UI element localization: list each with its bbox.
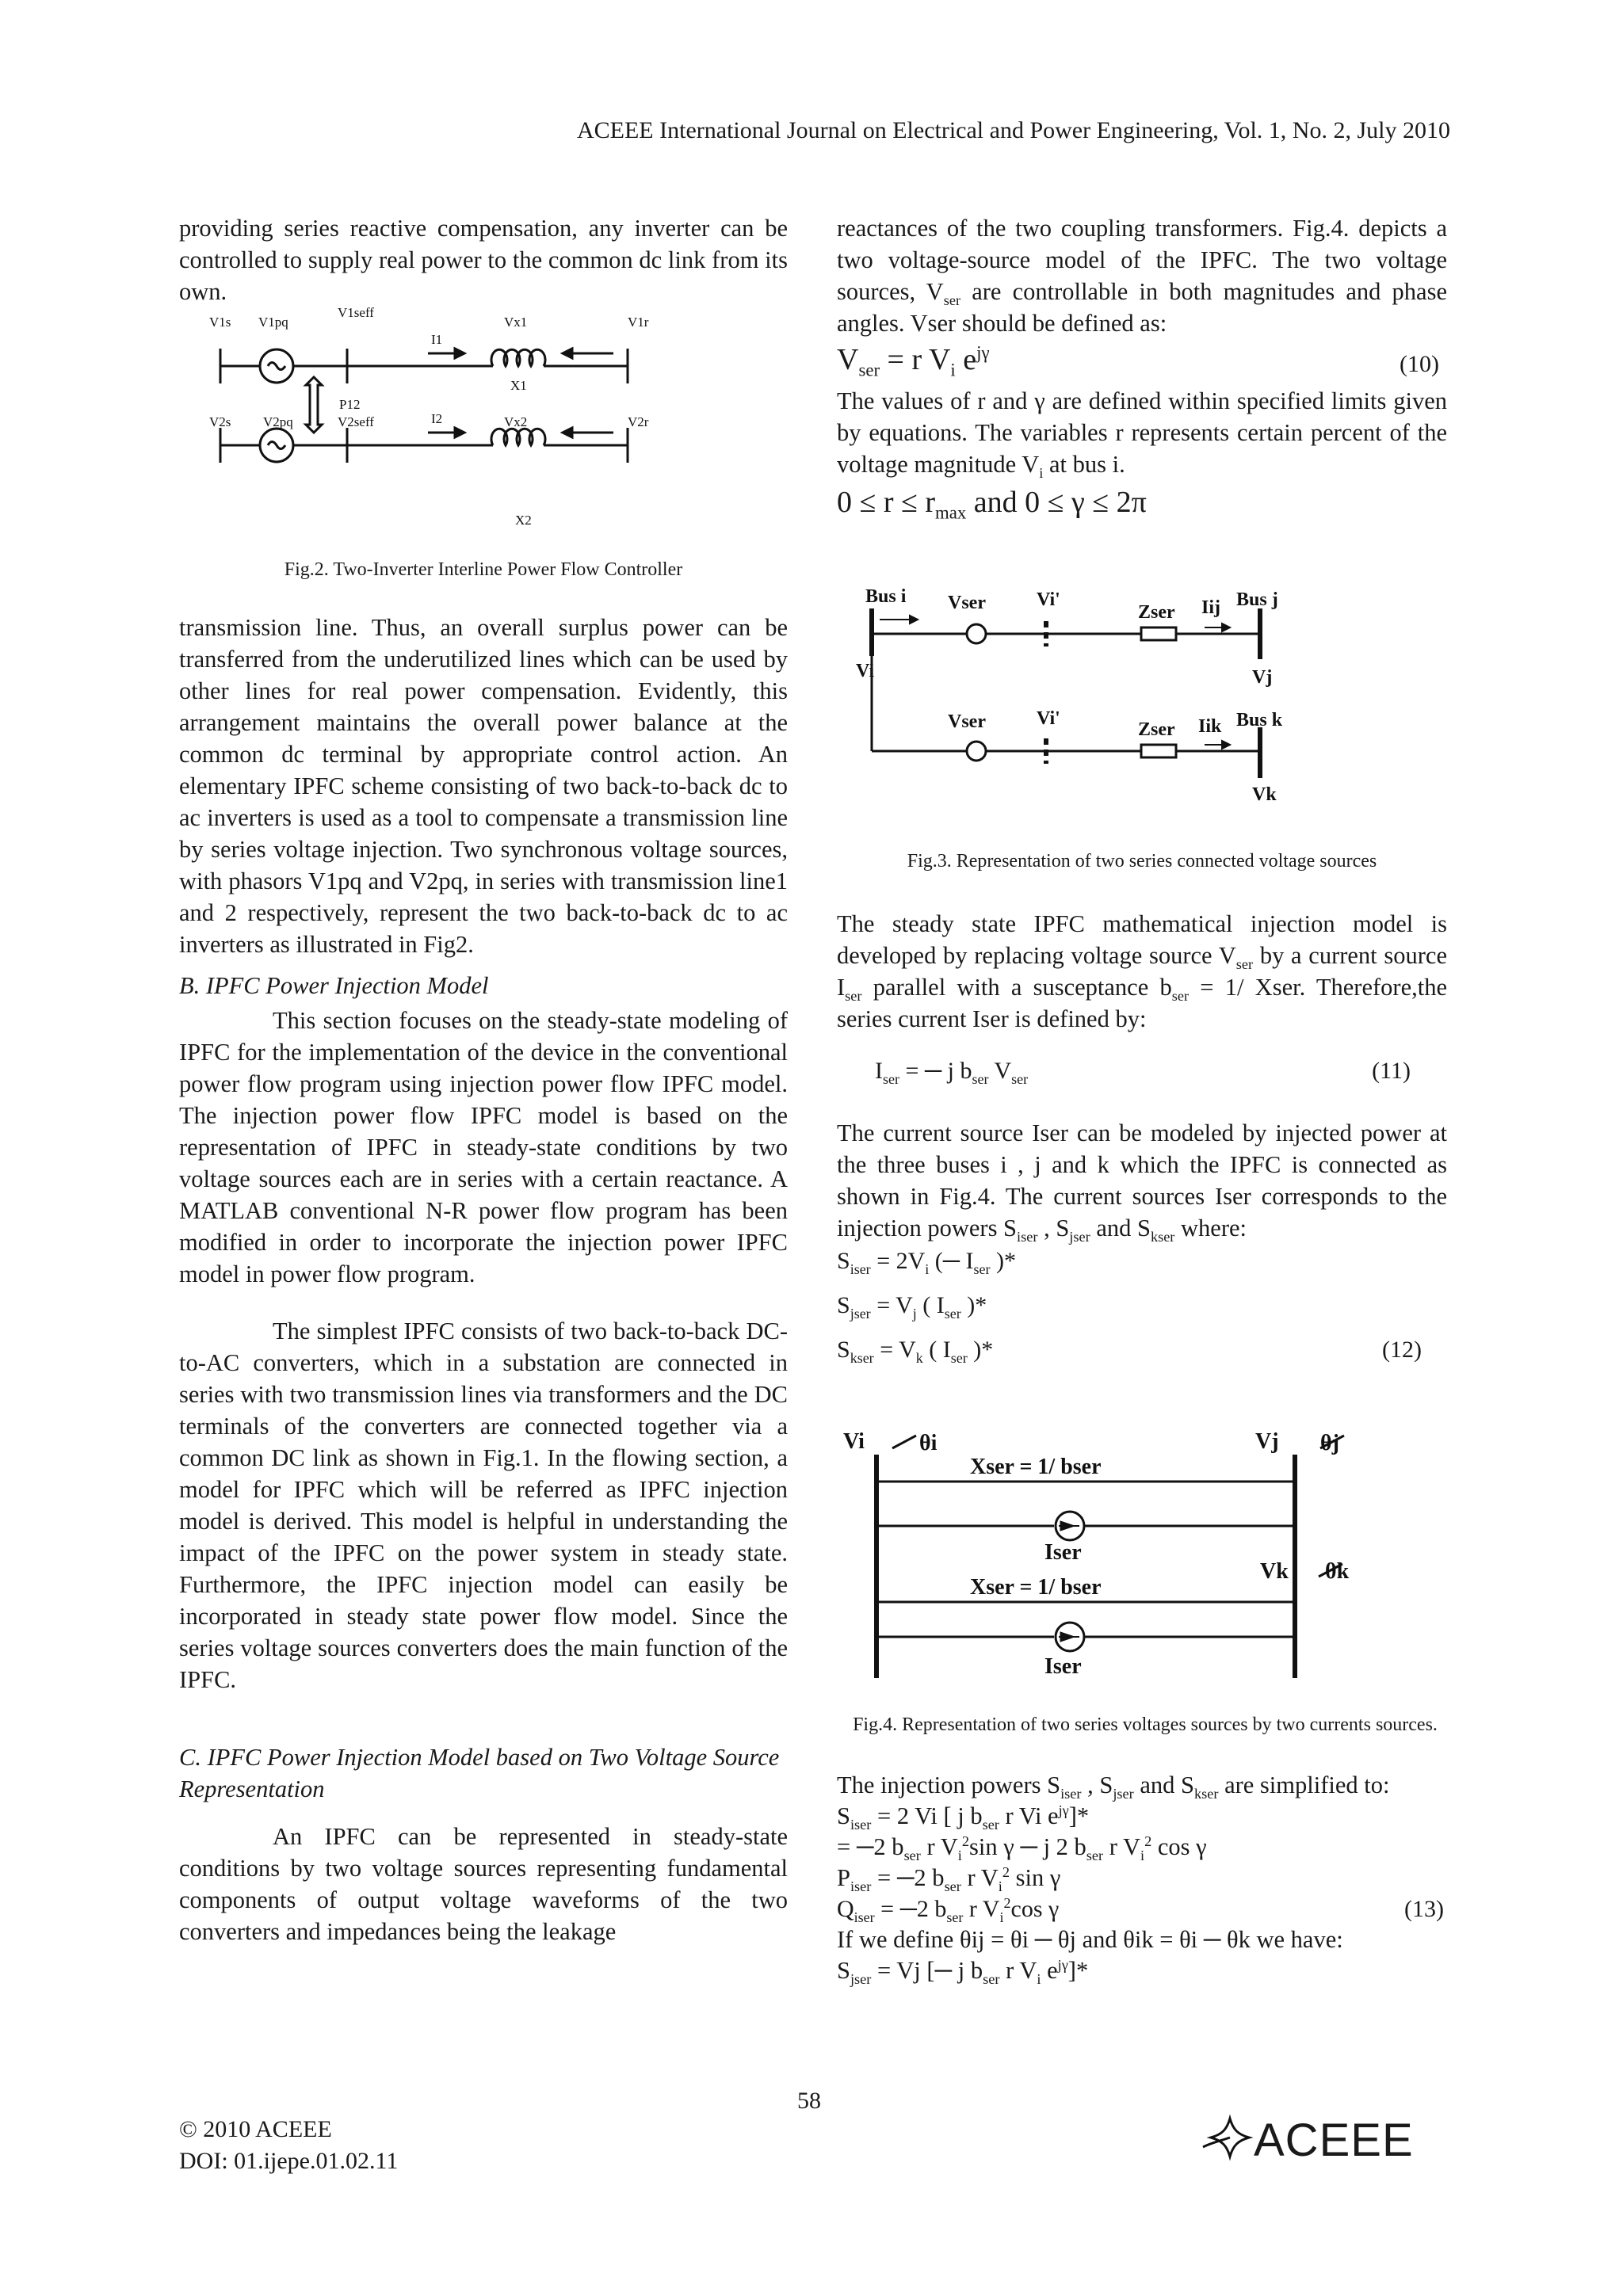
- paragraph-transmission: transmission line. Thus, an overall surplus power can be transferred from the underutilized lines which can be used by other lines for real power compensation. Evidently, this arrangement maintains the overall power balance at the common dc terminal by appropriate control action. An elementary IPFC scheme consisting of two back-to-back dc to ac inverters is used as a tool to compensate a transmission line by series voltage injection. Two synchronous voltage sources, with phasors V1pq and V2pq, in series with transmission line1 and 2 respectively, represent the two back-to-back dc to ac inverters as illustrated in Fig2.: [179, 614, 788, 958]
- figure-3-caption: Fig.3. Representation of two series connected voltage sources: [907, 851, 1377, 871]
- paragraph-section: This section focuses on the steady-state modeling of IPFC for the implementation of the device in the conventional power flow program using injection power flow IPFC model. The injection power flow IPFC model is based on the representation of IPFC in steady-state conditions by two voltage sources each are in series with a certain reactance. A MATLAB conventional N-R power flow program has been modified in order to incorporate the injection power IPFC model in power flow program.: [179, 1007, 788, 1287]
- fig3-label-vser-top: Vser: [948, 593, 986, 613]
- fig4-label-iser-top: Iser: [1044, 1540, 1082, 1565]
- fig2-label-i1: I1: [431, 332, 443, 347]
- equation-12a: $S_{iser} = 2V_i$ (─ $I_{ser}$ )*: [837, 1248, 1017, 1277]
- fig2-label-x1: X1: [510, 378, 527, 393]
- running-header: ACEEE International Journal on Electrical and Power Engineering, Vol. 1, No. 2, July 2010: [576, 117, 1450, 143]
- equation-13d: [837, 1894, 1447, 1924]
- fig4-label-xser-bottom: Xser = 1/ bser: [970, 1575, 1102, 1600]
- right-column-middle: [837, 908, 1447, 1369]
- paragraph-reactances: reactances of the two coupling transformers. Fig.4. depicts a two voltage-source model of the IPFC. The two voltage sources, $V_{ser}$ are controllable in both magnitudes and phase angles. Vser should be defined as:: [837, 215, 1447, 337]
- fig2-label-v2seff: V2seff: [338, 414, 374, 429]
- fig3-label-vi-prime-bottom: Vi': [1037, 708, 1060, 729]
- fig2-label-x2: X2: [515, 513, 532, 528]
- fig2-label-i2: I2: [431, 411, 443, 426]
- heading-b: B. IPFC Power Injection Model: [179, 972, 489, 999]
- equation-13d-body: $Q_{iser}$ = ─2 $b_{ser}$ r $V_i^2\cos$ γ: [837, 1895, 1060, 1925]
- right-column: [837, 212, 1447, 523]
- figure-3-diagram: [856, 585, 1331, 807]
- heading-c: C. IPFC Power Injection Model based on Two Voltage Source Representation: [179, 1744, 780, 1802]
- paragraph-simplest: The simplest IPFC consists of two back-to-back DC-to-AC converters, which in a substation are connected in series with two transmission lines via transformers and the DC terminals of the converters are connected together via a common DC link as shown in Fig.1. In the flowing section, a model for IPFC which will be referred as IPFC injection model is derived. This model is helpful in understanding the impact of the IPFC on the power system in steady state. Furthermore, the IPFC injection model can easily be incorporated in steady state power flow model. Since the series voltage sources converters does the main function of the IPFC.: [179, 1318, 788, 1693]
- fig3-label-vi: Vi: [856, 661, 875, 681]
- equation-12-number: (12): [1382, 1337, 1422, 1363]
- fig3-label-zser-top: Zser: [1138, 602, 1175, 623]
- fig2-label-v2pq: V2pq: [263, 414, 293, 429]
- paragraph-providing: providing series reactive compensation, any inverter can be controlled to supply real power to the common dc link from its own.: [179, 215, 788, 305]
- footer-copyright: © 2010 ACEEE: [179, 2116, 332, 2142]
- figure-4-caption: Fig.4. Representation of two series voltages sources by two currents sources.: [853, 1714, 1438, 1735]
- star-icon: [1198, 2114, 1262, 2161]
- fig2-label-vx1: Vx1: [504, 315, 528, 330]
- paragraph-steady-state: The steady state IPFC mathematical injection model is developed by replacing voltage source $V_{ser}$ by a current source $I_{ser}$ parallel with a susceptance $b_{ser} = 1/$ Xser. Therefore,the series current Iser is defined by:: [837, 910, 1447, 1032]
- fig4-label-vi: Vi: [843, 1429, 865, 1454]
- fig2-label-v1s: V1s: [209, 315, 231, 330]
- fig2-label-v1seff: V1seff: [338, 305, 374, 320]
- fig2-label-v2s: V2s: [209, 414, 231, 429]
- fig3-label-zser-bottom: Zser: [1138, 719, 1175, 740]
- fig4-label-theta-i: θi: [919, 1431, 938, 1455]
- fig4-label-iser-bottom: Iser: [1044, 1654, 1082, 1679]
- paragraph-injection: The injection powers $S_{iser}$ , $S_{jser}$ and $S_{kser}$ are simplified to:: [837, 1772, 1390, 1802]
- equation-10-body: $V_{ser} = r$ $V_i$ $e^{j\gamma}$: [837, 342, 990, 380]
- fig3-label-vser-bottom: Vser: [948, 711, 986, 732]
- equation-13b: = ─2 $b_{ser}$ r $V_i^2\sin$ γ ─ j 2 $b_{ser}$ r $V_i^2$ cos γ: [837, 1833, 1207, 1864]
- fig3-label-vk: Vk: [1252, 784, 1277, 805]
- page-number: 58: [797, 2088, 821, 2114]
- equation-sjser: $S_{jser} = Vj$ [─ j $b_{ser}$ r $V_i$ $e^{j\gamma}]*$: [837, 1956, 1089, 1988]
- figure-2-caption: Fig.2. Two-Inverter Interline Power Flow Controller: [284, 559, 683, 580]
- fig3-label-iij: Iij: [1201, 597, 1220, 618]
- fig3-label-vj: Vj: [1252, 667, 1273, 688]
- left-column-body: [179, 612, 788, 1947]
- fig4-label-vk: Vk: [1260, 1559, 1289, 1584]
- paragraph-represent: An IPFC can be represented in steady-state conditions by two voltage sources representing fundamental components of output voltage waveforms of the two converters and impedances being the leakage: [179, 1823, 788, 1945]
- fig3-label-bus-k: Bus k: [1236, 710, 1283, 730]
- fig4-label-vj: Vj: [1255, 1429, 1279, 1454]
- equation-11-body: $I_{ser}$ = ─ j $b_{ser}$ $V_{ser}$: [875, 1058, 1029, 1087]
- figure-2-diagram: [193, 298, 685, 536]
- aceee-logo: [1198, 2114, 1452, 2166]
- inequality-r-gamma: $0 \le r \le r_{max}$ and 0 ≤ γ ≤ 2π: [837, 486, 1147, 523]
- fig3-label-bus-j: Bus j: [1236, 589, 1278, 610]
- equation-12b: $S_{jser} = V_j$ ( $I_{ser}$ )*: [837, 1292, 987, 1322]
- aceee-logo-text: ACEEE: [1254, 2115, 1414, 2166]
- paragraph-values: The values of r and γ are defined within specified limits given by equations. The variables r represents certain percent of the voltage magnitude $V_i$ at bus i.: [837, 387, 1447, 482]
- right-column-bottom: [837, 1770, 1447, 1986]
- equation-12c: [837, 1334, 1447, 1369]
- fig4-label-xser-top: Xser = 1/ bser: [970, 1455, 1102, 1479]
- equation-define: If we define θij = θi ─ θj and θik = θi ─ θk we have:: [837, 1926, 1343, 1953]
- fig2-label-p12: P12: [339, 397, 361, 412]
- fig2-label-v2r: V2r: [628, 414, 649, 429]
- equation-13a: $S_{iser} = 2$ Vi [ j $b_{ser}$ r Vi $e^{j\gamma}]*$: [837, 1802, 1090, 1833]
- fig4-label-theta-j: θj: [1320, 1431, 1339, 1455]
- fig2-label-vx2: Vx2: [504, 414, 528, 429]
- equation-10: [837, 344, 1447, 385]
- equation-11: [837, 1055, 1447, 1090]
- fig3-label-iik: Iik: [1198, 716, 1222, 737]
- fig3-label-bus-i: Bus i: [865, 586, 907, 607]
- equation-10-number: (10): [1400, 351, 1439, 377]
- fig2-label-v1r: V1r: [628, 315, 649, 330]
- paragraph-current-source: The current source Iser can be modeled by injected power at the three buses i , j and k which the IPFC is connected as shown in Fig.4. The current sources Iser corresponds to the injection powers $S_{iser}$ , $S_{jser}$ and $S_{kser}$ where:: [837, 1119, 1447, 1245]
- figure-4-diagram: [840, 1426, 1363, 1688]
- fig2-label-v1pq: V1pq: [258, 315, 288, 330]
- left-column: [179, 212, 788, 307]
- equation-13c: $P_{iser}$ = ─2 $b_{ser}$ r $V_i^2$ sin γ: [837, 1863, 1061, 1895]
- equation-11-number: (11): [1372, 1058, 1411, 1084]
- footer-doi: DOI: 01.ijepe.01.02.11: [179, 2148, 399, 2174]
- equation-13-number: (13): [1404, 1896, 1444, 1922]
- fig3-label-vi-prime-top: Vi': [1037, 589, 1060, 610]
- fig4-label-theta-k: θk: [1325, 1559, 1350, 1584]
- equation-12c-body: $S_{kser} = V_k$ ( $I_{ser}$ )*: [837, 1337, 994, 1366]
